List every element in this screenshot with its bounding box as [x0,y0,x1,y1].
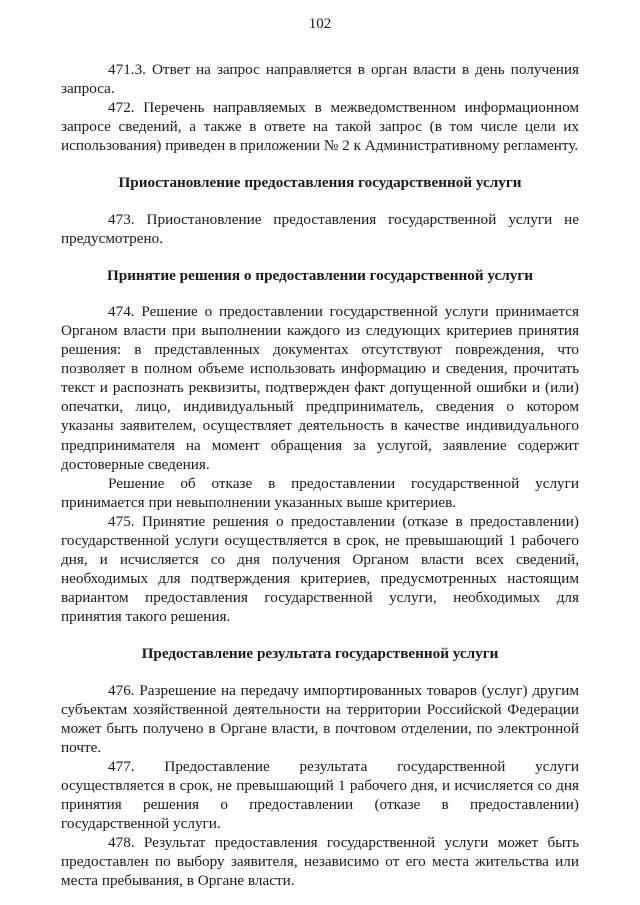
heading-decision: Принятие решения о предоставлении государственной услуги [106,266,534,284]
paragraph-refusal: Решение об отказе в предоставлении государственной услуги принимается при невыполнении указанных выше критериев. [61,474,579,511]
paragraph-476: 476. Разрешение на передачу импортированных товаров (услуг) другим субъектам хозяйственной деятельности на территории Российской Федерации может быть получено в Органе власти, в почтовом отделении, по электронной почте. [61,681,579,756]
heading-result: Предоставление результата государственной услуги [141,645,499,663]
paragraph-473: 473. Приостановление предоставления государственной услуги не предусмотрено. [61,210,579,247]
paragraph-474: 474. Решение о предоставлении государственной услуги принимается Органом власти при выполнении каждого из следующих критериев принятия решения: в представленных документах отсутствуют повреждения, что позволяет в полном объеме использовать информацию и сведения, прочитать текст и распознать реквизиты, подтвержден факт допущенной ошибки и (или) опечатки, лицо, индивидуальный предприниматель, сведения о котором указаны заявителем, осуществляет деятельность в качестве индивидуального предпринимателя на момент обращения за услугой, заявление содержит достоверные сведения. [61,302,579,473]
paragraph-477: 477. Предоставление результата государственной услуги осуществляется в срок, не превышающий 1 рабочего дня, и исчисляется со дня принятия решения о предоставлении (отказе в предоставлении) государственной услуги. [61,757,579,833]
paragraph-475: 475. Принятие решения о предоставлении (отказе в предоставлении) государственной услуги осуществляется в срок, не превышающий 1 рабочего дня, и исчисляется со дня получения Органом власти всех сведений, необходимых для подтверждения критериев, предусмотренных настоящим вариантом предоставления государственной услуги, необходимых для принятия такого решения. [61,512,579,626]
paragraph-471-3: 471.3. Ответ на запрос направляется в орган власти в день получения запроса. [61,61,579,98]
document-body [61,60,579,891]
paragraph-472: 472. Перечень направляемых в межведомственном информационном запросе сведений, а также в ответе на такой запрос (в том числе цели их использования) приведен в приложении № 2 к Административному регламенту. [61,99,579,155]
heading-suspension: Приостановление предоставления государственной услуги [118,174,522,192]
paragraph-478: 478. Результат предоставления государственной услуги может быть предоставлен по выбору заявителя, независимо от его места жительства или места пребывания, в Органе власти. [61,834,579,890]
page-number: 102 [308,16,332,32]
